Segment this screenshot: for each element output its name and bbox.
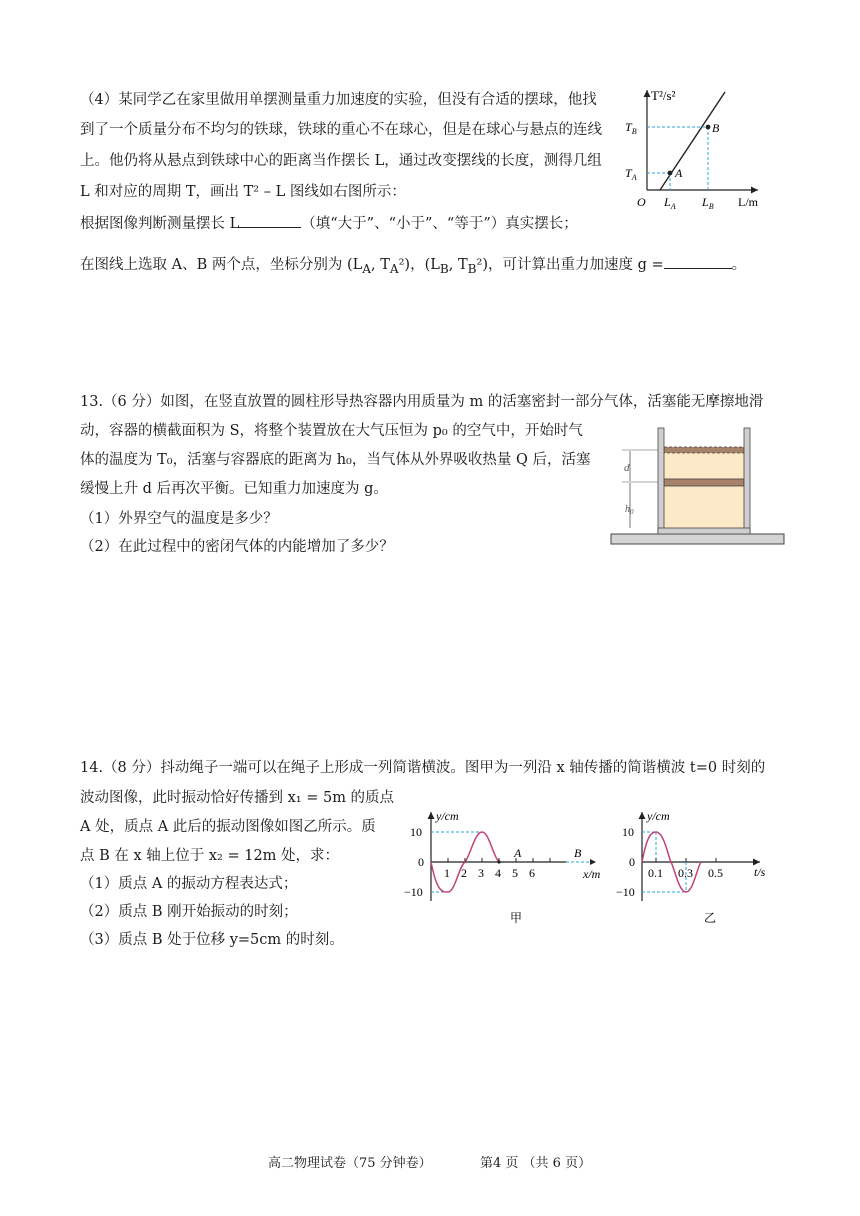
jia-point-a — [497, 860, 500, 863]
point-b-label: B — [712, 121, 720, 135]
jia-label-b: B — [574, 846, 582, 860]
coord-text-c: ²)，(L — [398, 257, 440, 273]
sub-d: B — [467, 261, 477, 276]
q12-line-1: （4）某同学乙在家里做用单摆测量重力加速度的实验，但没有合适的摆球，他找 — [80, 92, 597, 108]
point-a — [668, 171, 673, 176]
yi-tick-03: 0.3 — [678, 866, 693, 880]
jia-tick-2: 2 — [461, 866, 467, 880]
q12-line-5-text: 根据图像判断测量摆长 L — [80, 216, 240, 232]
jia-label-a: A — [514, 846, 522, 860]
yi-tick-05: 0.5 — [708, 866, 723, 880]
y-axis-label: T²/s² — [651, 88, 676, 103]
q13-line-3: 体的温度为 T₀，活塞与容器底的距离为 h₀，当气体从外界吸收热量 Q 后，活塞 — [80, 452, 591, 468]
q12-line-5-tail: （填“大于”、“小于”、“等于”）真实摆长； — [301, 216, 578, 232]
d-label: d — [624, 462, 630, 474]
point-a-label: A — [675, 166, 683, 180]
period-mark: 。 — [731, 257, 747, 273]
yi-y10: 10 — [622, 825, 634, 839]
yi-caption: 乙 — [704, 911, 717, 925]
yi-y-label: y/cm — [647, 809, 670, 823]
yi-tick-01: 0.1 — [648, 866, 663, 880]
sub-a: A — [362, 261, 371, 276]
q14-line-7: （3）质点 B 处于位移 y=5cm 的时刻。 — [80, 932, 344, 948]
jia-yn10: −10 — [404, 885, 423, 899]
origin-label: O — [637, 195, 646, 209]
jia-tick-3: 3 — [478, 866, 484, 880]
x-axis-label: L/m — [738, 195, 758, 209]
jia-y-label: y/cm — [436, 809, 459, 823]
jia-y10: 10 — [410, 825, 422, 839]
answer-blank-g[interactable] — [664, 254, 732, 269]
yi-y0: 0 — [629, 855, 635, 869]
q13-line-6: （2）在此过程中的密闭气体的内能增加了多少？ — [80, 539, 394, 555]
q14-line-6: （2）质点 B 刚开始振动的时刻； — [80, 904, 298, 920]
ta-label: $T_A$ — [625, 166, 637, 182]
la-label: $L_A$ — [664, 195, 676, 211]
q14-line-2: 波动图像，此时振动恰好传播到 x₁ = 5m 的质点 — [80, 790, 395, 806]
answer-blank-length[interactable] — [239, 213, 301, 228]
q13-line-2: 动，容器的横截面积为 S，将整个装置放在大气压恒为 p₀ 的空气中，开始时气 — [80, 423, 583, 439]
jia-tick-1: 1 — [444, 866, 450, 880]
jia-caption: 甲 — [510, 911, 523, 925]
coord-text-b: , T — [370, 257, 390, 273]
sub-b: A — [389, 261, 399, 276]
point-b — [706, 125, 711, 130]
piston — [664, 479, 744, 486]
q12-line-2: 到了一个质量分布不均匀的铁球，铁球的重心不在球心，但是在球心与悬点的连线 — [80, 122, 602, 138]
q13-line-4: 缓慢上升 d 后再次平衡。已知重力加速度为 g。 — [80, 481, 388, 497]
jia-y0: 0 — [418, 855, 424, 869]
q13-line-1: 13.（6 分）如图，在竖直放置的圆柱形导热容器内用质量为 m 的活塞密封一部分气体，活塞能无摩擦地滑 — [80, 394, 764, 410]
vibration-graph-yi — [614, 806, 784, 932]
sub-c: B — [439, 261, 449, 276]
piston-dashed — [664, 447, 744, 453]
wave-graph-jia — [398, 806, 618, 932]
q12-line-3: 上。他仍将从悬点到铁球中心的距离当作摆长 L，通过改变摆线的长度，测得几组 — [80, 153, 602, 169]
container-bottom — [658, 528, 750, 534]
q12-line-4: L 和对应的周期 T，画出 T² – L 图线如右图所示： — [80, 184, 406, 200]
coord-text-a: 在图线上选取 A、B 两个点，坐标分别为 (L — [80, 257, 363, 273]
coord-text-e: ²)，可计算出重力加速度 g = — [476, 257, 664, 273]
t2-l-graph — [620, 84, 790, 214]
q12-line-5 — [80, 213, 578, 234]
coord-text-d: , T — [448, 257, 468, 273]
container-wall-left — [658, 428, 664, 534]
footer-title: 高二物理试卷（75 分钟卷） — [268, 1156, 432, 1171]
q14-line-1: 14.（8 分）抖动绳子一端可以在绳子上形成一列简谐横波。图甲为一列沿 x 轴传播的简谐横波 t=0 时刻的 — [80, 760, 766, 776]
container-wall-right — [744, 428, 750, 534]
q14-line-5: （1）质点 A 的振动方程表达式； — [80, 876, 298, 892]
jia-tick-6: 6 — [529, 866, 535, 880]
footer-page-number: 第4 页 （共 6 页） — [480, 1156, 592, 1171]
jia-tick-4: 4 — [495, 866, 501, 880]
q13-line-5: （1）外界空气的温度是多少？ — [80, 511, 278, 527]
ground — [611, 534, 784, 544]
h0-label: $h_0$ — [625, 504, 634, 516]
q14-line-4: 点 B 在 x 轴上位于 x₂ = 12m 处，求： — [80, 848, 340, 864]
q14-line-3: A 处，质点 A 此后的振动图像如图乙所示。质 — [80, 819, 376, 835]
yi-x-label: t/s — [754, 865, 766, 879]
jia-tick-5: 5 — [512, 866, 518, 880]
lb-label: $L_B$ — [702, 195, 714, 211]
gas-region — [664, 450, 744, 534]
jia-x-label: x/m — [583, 867, 601, 881]
yi-yn10: −10 — [616, 885, 635, 899]
container-diagram — [610, 424, 786, 548]
tb-label: $T_B$ — [625, 120, 637, 136]
q12-line-6 — [80, 254, 746, 279]
